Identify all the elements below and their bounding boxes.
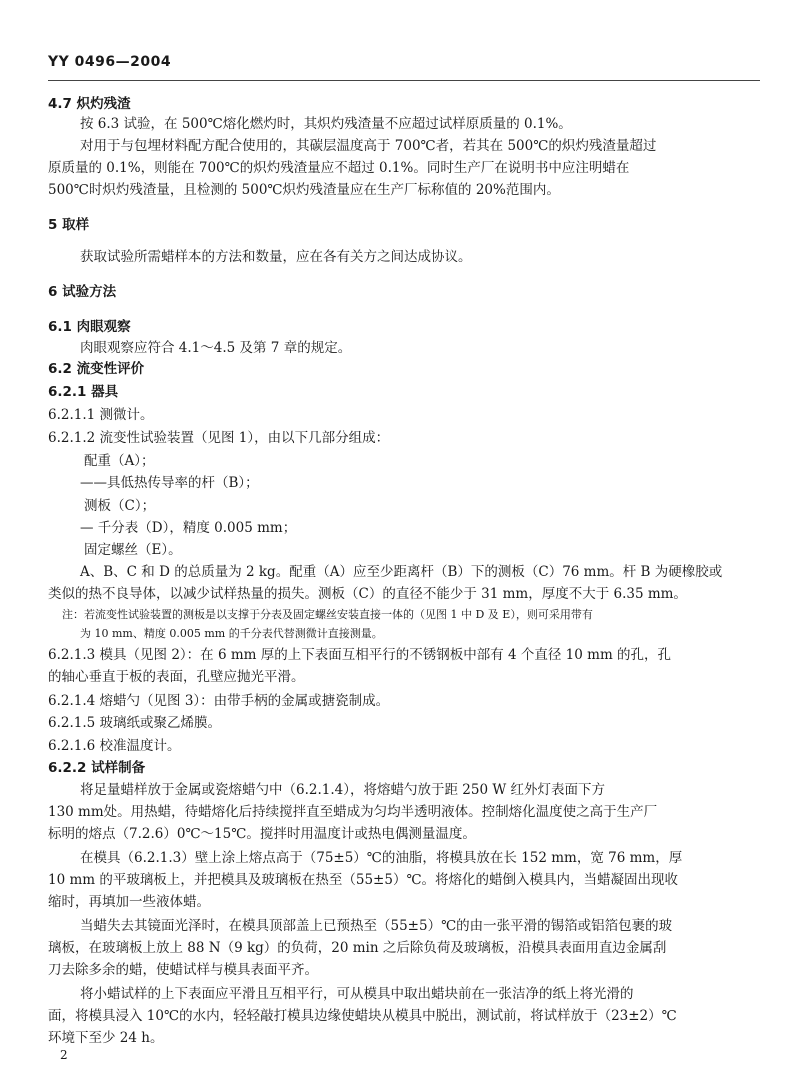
section-heading: 4.7 炽灼残渣 xyxy=(48,96,131,112)
list-item: ——具低热传导率的杆（B）； xyxy=(80,475,259,491)
clause-line: 6.2.1.2 流变性试验装置（见图 1），由以下几部分组成： xyxy=(48,430,390,446)
list-item: 配重（A）； xyxy=(84,453,155,469)
standard-number: YY 0496—2004 xyxy=(48,54,172,70)
paragraph-line: 原质量的 0.1%，则能在 700℃的炽灼残渣量应不超过 0.1%。同时生产厂在说明书中应注明蜡在 xyxy=(48,160,630,176)
paragraph-line: 将足量蜡样放于金属或瓷熔蜡勺中（6.2.1.4），将熔蜡勺放于距 250 W 红外灯表面下方 xyxy=(80,782,605,798)
paragraph-line: 在模具（6.2.1.3）壁上涂上熔点高于（75±5）℃的油脂，将模具放在长 152 mm，宽 76 mm，厚 xyxy=(80,850,683,866)
clause-line: 6.2.1.6 校准温度计。 xyxy=(48,738,181,754)
paragraph-line: 面，将模具浸入 10℃的水内，轻轻敲打模具边缘使蜡块从模具中脱出，测试前，将试样放于（23±2）℃ xyxy=(48,1008,677,1024)
clause-line: 6.2.1.1 测微计。 xyxy=(48,407,154,423)
paragraph-line: 获取试验所需蜡样本的方法和数量，应在各有关方之间达成协议。 xyxy=(80,249,472,265)
paragraph-line: 当蜡失去其镜面光泽时，在模具顶部盖上已预热至（55±5）℃的由一张平滑的锡箔或铝箔包裹的玻 xyxy=(80,918,673,934)
paragraph-line: 按 6.3 试验，在 500℃熔化燃灼时，其炽灼残渣量不应超过试样原质量的 0.1%。 xyxy=(80,116,572,132)
paragraph-line: 130 mm处。用热蜡，待蜡熔化后持续搅拌直至蜡成为匀均半透明液体。控制熔化温度使之高于生产厂 xyxy=(48,804,658,820)
list-item: 固定螺丝（E）。 xyxy=(84,542,182,558)
paragraph-line: 将小蜡试样的上下表面应平滑且互相平行，可从模具中取出蜡块前在一张洁净的纸上将光滑的 xyxy=(80,986,634,1002)
header-rule xyxy=(48,80,760,81)
page-number: 2 xyxy=(60,1048,68,1062)
section-heading: 6.2.1 器具 xyxy=(48,384,119,400)
paragraph-line: 对用于与包埋材料配方配合使用的，其碳层温度高于 700℃者，若其在 500℃的炽灼残渣量超过 xyxy=(80,138,657,154)
note-line: 注：若流变性试验装置的测板是以支撑于分表及固定螺丝安装直接一体的（见图 1 中 D 及 E），则可采用带有 xyxy=(62,608,593,621)
section-heading: 5 取样 xyxy=(48,217,90,233)
paragraph-line: 标明的熔点（7.2.6）0℃～15℃。搅拌时用温度计或热电偶测量温度。 xyxy=(48,826,476,842)
paragraph-line: 10 mm 的平玻璃板上，并把模具及玻璃板在热至（55±5）℃。将熔化的蜡倒入模具内，当蜡凝固出现收 xyxy=(48,872,679,888)
clause-line: 6.2.1.4 熔蜡勺（见图 3）：由带手柄的金属或搪瓷制成。 xyxy=(48,693,390,709)
paragraph-line: 缩时，再填加一些液体蜡。 xyxy=(48,894,210,910)
paragraph-line: 环境下至少 24 h。 xyxy=(48,1030,164,1046)
paragraph-line: 肉眼观察应符合 4.1～4.5 及第 7 章的规定。 xyxy=(80,340,352,356)
section-heading: 6.1 肉眼观察 xyxy=(48,319,131,335)
clause-line: 6.2.1.5 玻璃纸或聚乙烯膜。 xyxy=(48,715,222,731)
paragraph-line: 璃板，在玻璃板上放上 88 N（9 kg）的负荷，20 min 之后除负荷及玻璃板，沿模具表面用直边金属刮 xyxy=(48,940,667,956)
section-heading: 6 试验方法 xyxy=(48,284,117,300)
section-heading: 6.2.2 试样制备 xyxy=(48,760,146,776)
note-line: 为 10 mm、精度 0.005 mm 的千分表代替测微计直接测量。 xyxy=(80,627,383,640)
paragraph-line: 刀去除多余的蜡，使蜡试样与模具表面平齐。 xyxy=(48,962,318,978)
paragraph-line: 500℃时炽灼残渣量，且检测的 500℃炽灼残渣量应在生产厂标称值的 20%范围内。 xyxy=(48,182,560,198)
list-item: — 千分表（D），精度 0.005 mm； xyxy=(80,520,297,536)
paragraph-line: A、B、C 和 D 的总质量为 2 kg。配重（A）应至少距离杆（B）下的测板（C）76 mm。杆 B 为硬橡胶或 xyxy=(80,564,723,580)
list-item: 测板（C）； xyxy=(84,498,156,514)
section-heading: 6.2 流变性评价 xyxy=(48,361,145,377)
clause-line: 6.2.1.3 模具（见图 2）：在 6 mm 厚的上下表面互相平行的不锈钢板中部有 4 个直径 10 mm 的孔，孔 xyxy=(48,647,672,663)
paragraph-line: 的轴心垂直于板的表面，孔壁应抛光平滑。 xyxy=(48,669,305,685)
paragraph-line: 类似的热不良导体，以减少试样热量的损失。测板（C）的直径不能少于 31 mm，厚度不大于 6.35 mm。 xyxy=(48,586,687,602)
